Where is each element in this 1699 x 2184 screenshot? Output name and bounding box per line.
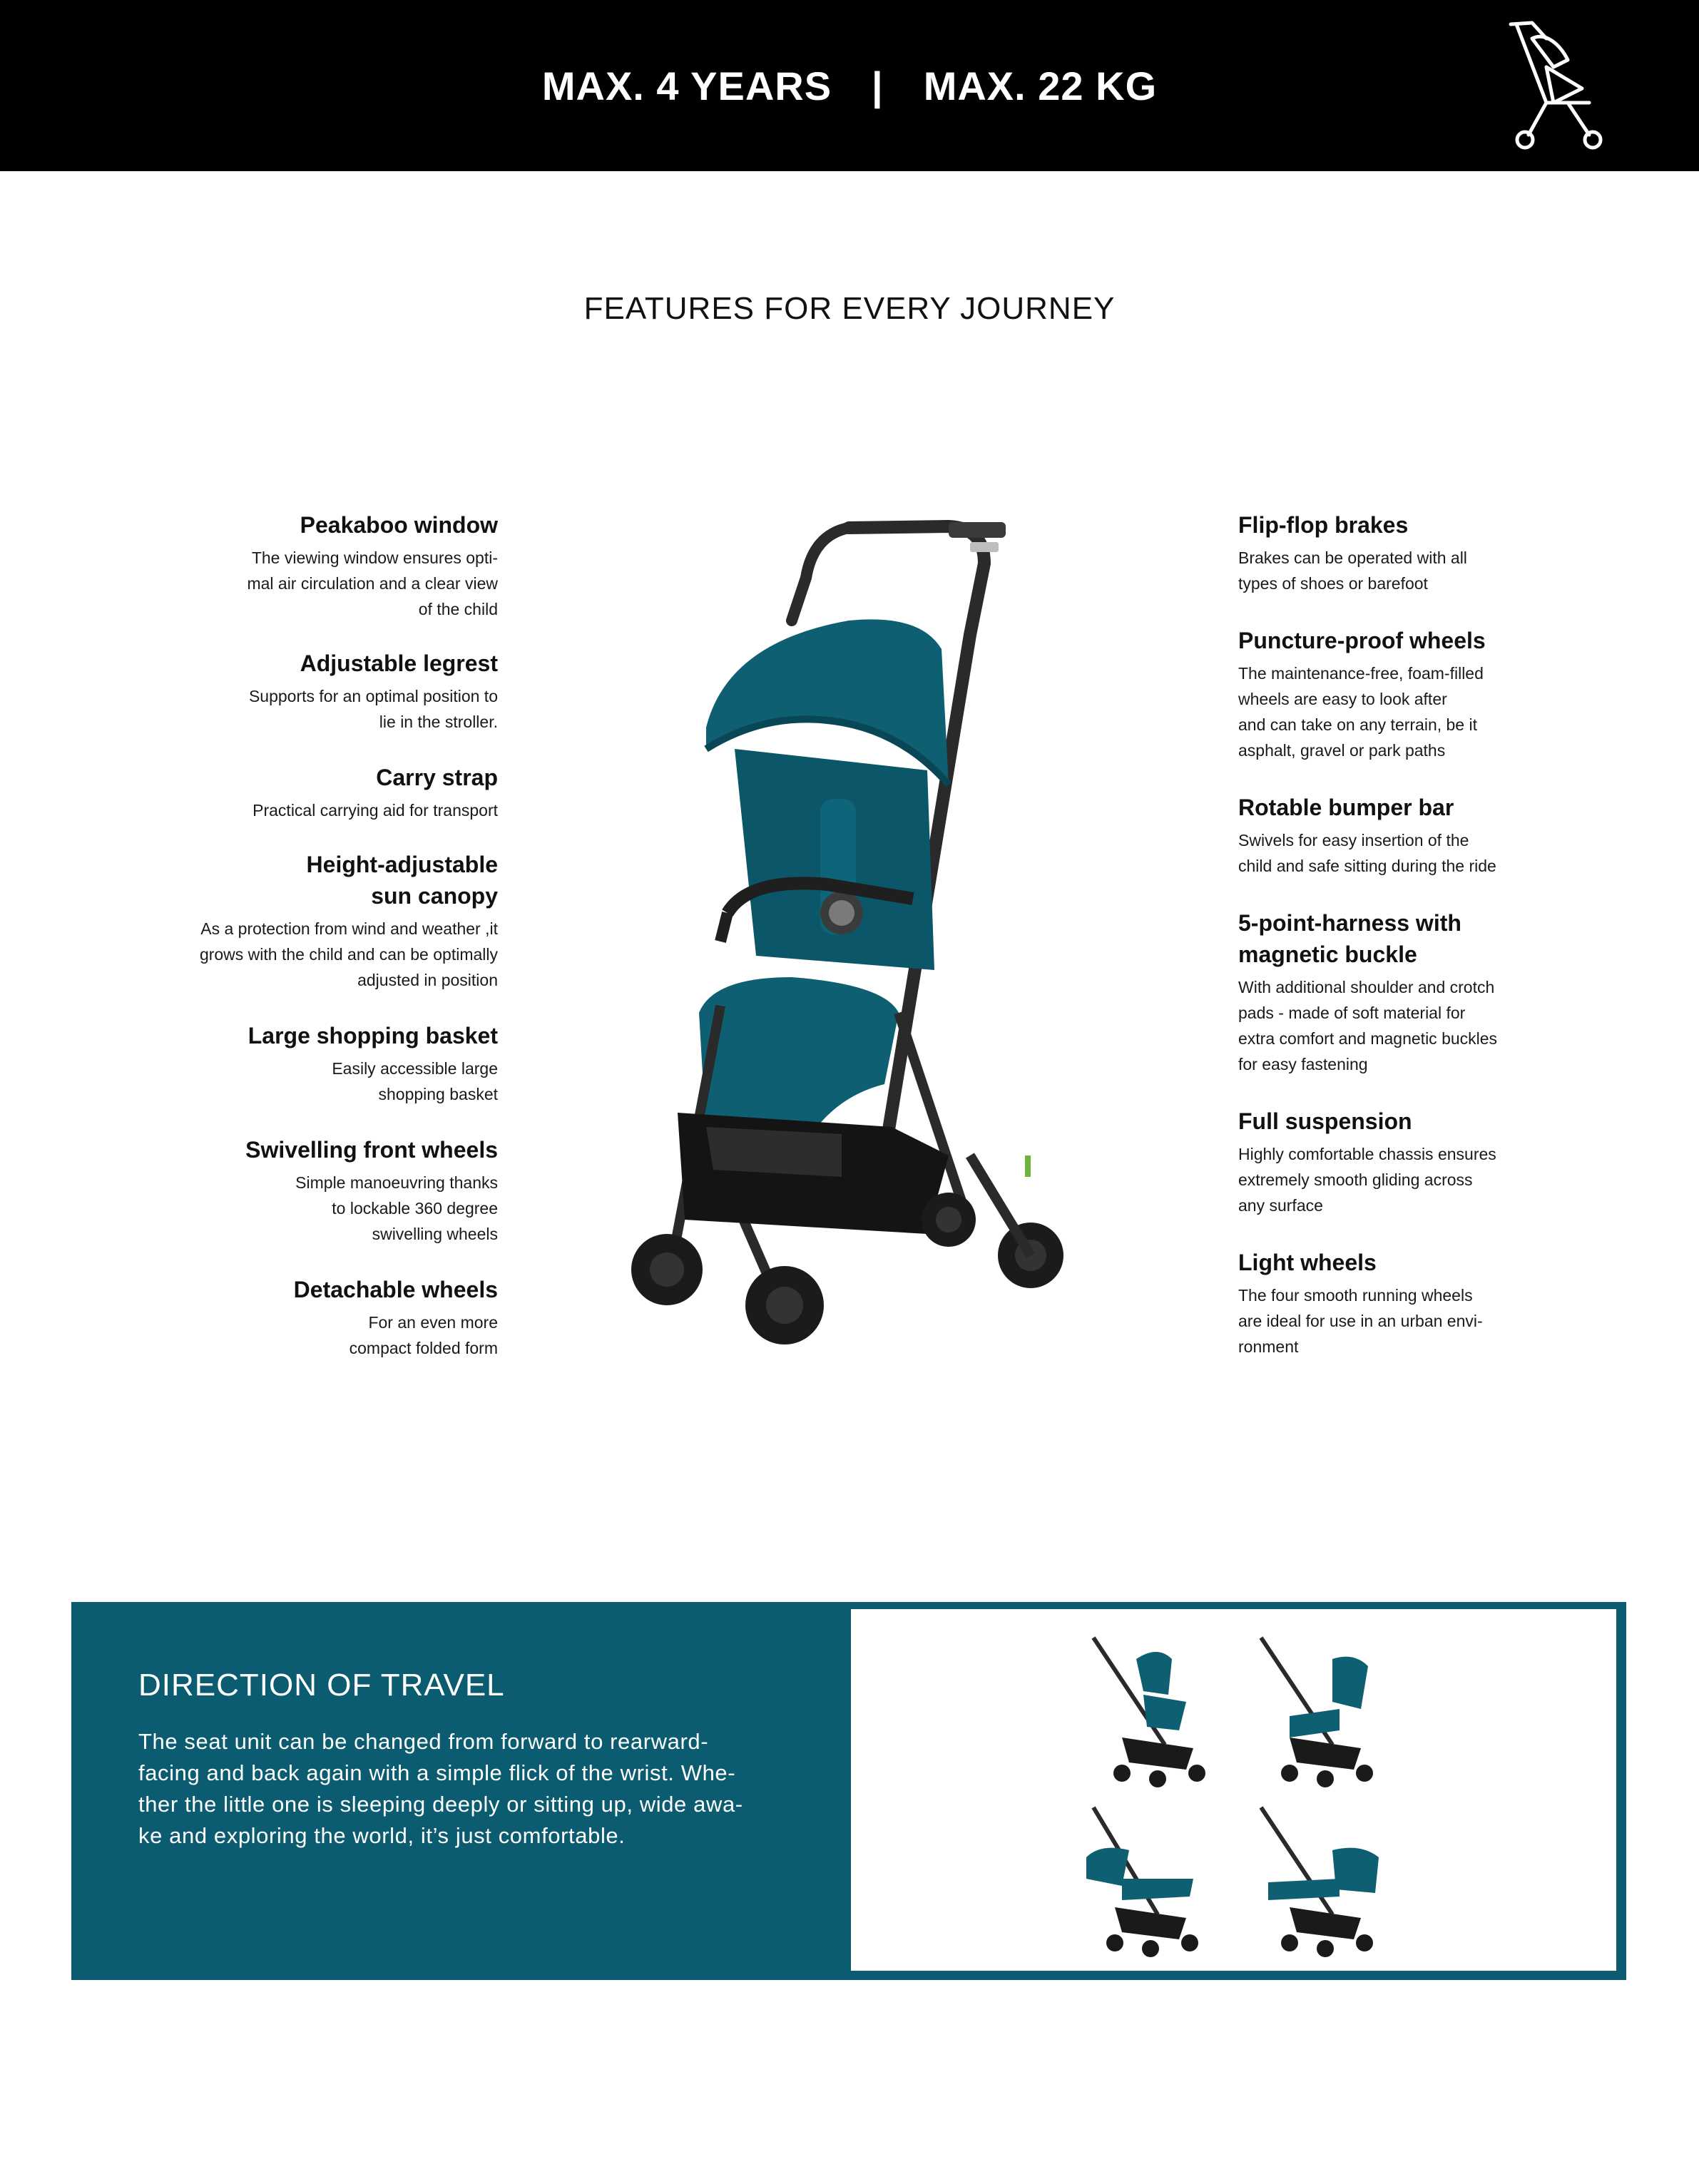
direction-images [851,1609,1616,1971]
feature-text: Brakes can be operated with all types of shoes or barefoot [1238,548,1467,593]
feature-detachable-wheels [127,1274,498,1361]
direction-title: DIRECTION OF TRAVEL [138,1668,505,1703]
top-banner [0,0,1699,171]
feature-title: Rotable bumper bar [1238,795,1454,820]
age-limit: MAX. 4 YEARS [541,63,832,108]
feature-title: Puncture-proof wheels [1238,628,1486,653]
feature-text: The maintenance-free, foam-filled wheels are easy to look after and can take on any terrain, be it asphalt, gravel or park paths [1238,664,1484,760]
stroller-outline-icon [1504,17,1612,153]
feature-text: Supports for an optimal position to lie in the stroller. [248,687,498,731]
title-separator: | [872,63,884,108]
feature-title: Height-adjustable sun canopy [306,852,498,909]
feature-text: Easily accessible large shopping basket [332,1059,498,1103]
limits-title [0,0,1699,171]
feature-puncture-proof-wheels [1238,625,1595,763]
feature-title: Peakaboo window [300,512,498,538]
feature-title: Flip-flop brakes [1238,512,1409,538]
feature-text: The four smooth running wheels are ideal for use in an urban envi- ronment [1238,1286,1483,1356]
feature-title: Full suspension [1238,1108,1412,1134]
feature-adjustable-legrest [127,648,498,735]
feature-title: Carry strap [376,765,498,790]
feature-title: 5-point-harness with magnetic buckle [1238,910,1461,967]
feature-text: Practical carrying aid for transport [252,801,498,820]
feature-carry-strap [127,762,498,823]
stroller-rearward-upright-image [1247,1631,1389,1787]
feature-rotable-bumper-bar [1238,792,1595,879]
stroller-forward-upright-image [1079,1631,1222,1787]
section-title: FEATURES FOR EVERY JOURNEY [583,291,1116,326]
direction-of-travel-panel [71,1602,1626,1980]
feature-title: Large shopping basket [248,1023,498,1048]
feature-peakaboo-window [127,509,498,622]
feature-light-wheels [1238,1247,1595,1359]
feature-text: Swivels for easy insertion of the child and safe sitting during the ride [1238,831,1496,875]
feature-text: The viewing window ensures opti- mal air circulation and a clear view of the child [247,548,498,618]
feature-5-point-harness [1238,907,1595,1077]
feature-title: Light wheels [1238,1250,1377,1275]
feature-text: Highly comfortable chassis ensures extremely smooth gliding across any surface [1238,1145,1496,1215]
feature-text: As a protection from wind and weather ,it grows with the child and can be optimally adjusted in position [199,919,498,989]
feature-swivelling-wheels [127,1134,498,1247]
feature-text: With additional shoulder and crotch pads - made of soft material for extra comfort and magnetic buckles for easy fastening [1238,978,1498,1073]
weight-limit: MAX. 22 KG [923,63,1158,108]
feature-title: Detachable wheels [293,1277,498,1302]
feature-shopping-basket [127,1020,498,1107]
stroller-rearward-recline-image [1247,1800,1389,1957]
feature-sun-canopy [127,849,498,993]
feature-full-suspension [1238,1106,1595,1218]
feature-text: For an even more compact folded form [349,1313,498,1357]
stroller-product-image [613,514,1084,1355]
feature-title: Swivelling front wheels [245,1137,498,1163]
feature-flip-flop-brakes [1238,509,1595,596]
feature-title: Adjustable legrest [300,650,498,676]
direction-text: The seat unit can be changed from forward to rearward- facing and back again with a simple flick of the wrist. Whe- ther the little one is sleeping deeply or sitting up, wide awa- ke and exploring the world, it’s just comfortable. [138,1729,743,1848]
stroller-forward-recline-image [1072,1800,1215,1957]
feature-text: Simple manoeuvring thanks to lockable 360 degree swivelling wheels [295,1173,498,1243]
